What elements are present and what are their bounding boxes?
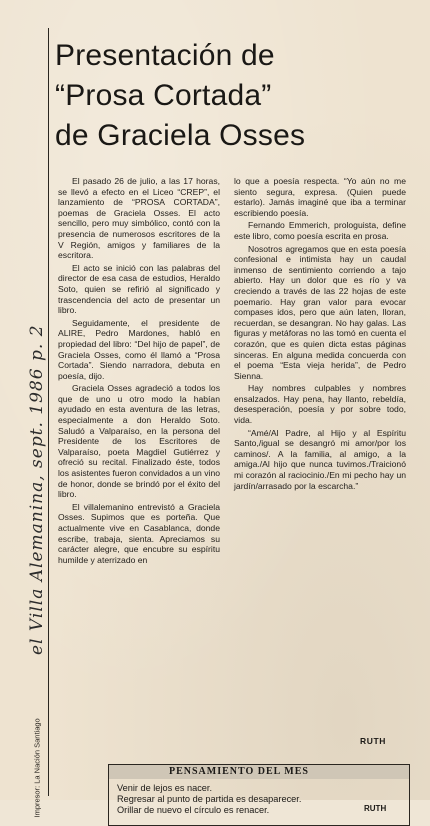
article-paragraph: Fernando Emmerich, prologuista, define este libro, como poesía escrita en prosa.	[234, 220, 406, 241]
article-signature: RUTH	[360, 736, 387, 746]
article-paragraph: Seguidamente, el presidente de ALIRE, Pedro Mardones, habló en propiedad del libro: “Del hijo de papel”, de Graciela Osses, como él llamó a “Prosa Cortada”. Siendo narradora, debuta en poesía, dijo.	[58, 317, 220, 381]
poem-line: Orillar de nuevo el círculo es renacer.	[117, 804, 270, 815]
article-column-right	[234, 176, 406, 493]
handwritten-margin-note: el Villa Alemanina, sept. 1986 p. 2	[27, 324, 47, 655]
article-paragraph: El villalemanino entrevistó a Graciela Osses. Supimos que es porteña. Que actualmente vive en Casablanca, donde escribe, trabaja, sienta. Apreciamos su carácter alegre, que encubre su espíritu humilde y aterrizado en	[58, 501, 220, 565]
box-signature: RUTH	[364, 804, 387, 813]
box-title: PENSAMIENTO DEL MES	[169, 766, 309, 777]
headline-line-3: de Graciela Osses	[55, 119, 306, 152]
article-paragraph: “Amé/Al Padre, al Hijo y al Espíritu Santo,/igual se desangró mi amor/por los caminos/. A la familia, al amigo, a la amiga./Al hijo que nunca tuvimos./Traicionó mi corazón al raciocinio./En mi pecho hay un jardín/arrasado por la escarcha.”	[234, 427, 406, 491]
article-paragraph: Graciela Osses agradeció a todos los que de uno u otro modo la habían ayudado en esta aventura de las letras, especialmente a don Heraldo Soto. Saludó a Valparaíso, en la persona del Presidente de los Escritores de Valparaíso, poeta Magdiel Gutiérrez y ofreció su recital. Finalizado éste, todos los asistentes fueron convidados a un vino de honor, donde se brindó por el éxito del libro.	[58, 383, 220, 500]
article-paragraph: lo que a poesía respecta. “Yo aún no me siento segura, expresa. (Quien puede estarlo). Jamás imaginé que iba a terminar escribiendo poesía.	[234, 176, 406, 218]
article-headline	[55, 36, 415, 156]
headline-line-2: “Prosa Cortada”	[55, 79, 272, 112]
poem-line: Regresar al punto de partida es desaparecer.	[117, 793, 302, 804]
article-column-left	[58, 176, 220, 567]
article-paragraph: El pasado 26 de julio, a las 17 horas, se llevó a efecto en el Liceo “CREP”, el lanzamiento de “PROSA CORTADA”, poemas de Graciela Osses. El acto sencillo, pero muy simbólico, contó con la presencia de numerosos escritores de la V Región, amigos y familiares de la escritora.	[58, 176, 220, 261]
article-paragraph: El acto se inició con las palabras del director de esa casa de estudios, Heraldo Soto, quien se refirió al significado y trascendencia del acto de presentar un libro.	[58, 262, 220, 316]
article-paragraph: Nosotros agregamos que en esta poesía confesional e intimista hay un caudal inmenso de sentimiento corriendo a tajo abierto. Hay un dolor que es río y va creciendo a través de las 22 hojas de este poemario. Hay gran valor para evocar compases idos, pero que aún laten, lloran, recuerdan, se desangran. No hay galas. Las figuras y metáforas no las tomó en cuenta el corazón, que es quien dicta estas páginas sinceras. En alguna medida concuerda con el poema “Esta vieja herida”, de Pedro Sienna.	[234, 243, 406, 381]
printer-credit: Impresor: La Nación Santiago	[32, 718, 42, 818]
headline-line-1: Presentación de	[55, 39, 275, 72]
article-paragraph: Hay nombres culpables y nombres ensalzados. Hay pena, hay llanto, rebeldía, desesperación, poesía y por sobre todo, vida.	[234, 383, 406, 426]
thought-of-month-box	[108, 764, 410, 826]
poem-line: Venir de lejos es nacer.	[117, 783, 212, 793]
